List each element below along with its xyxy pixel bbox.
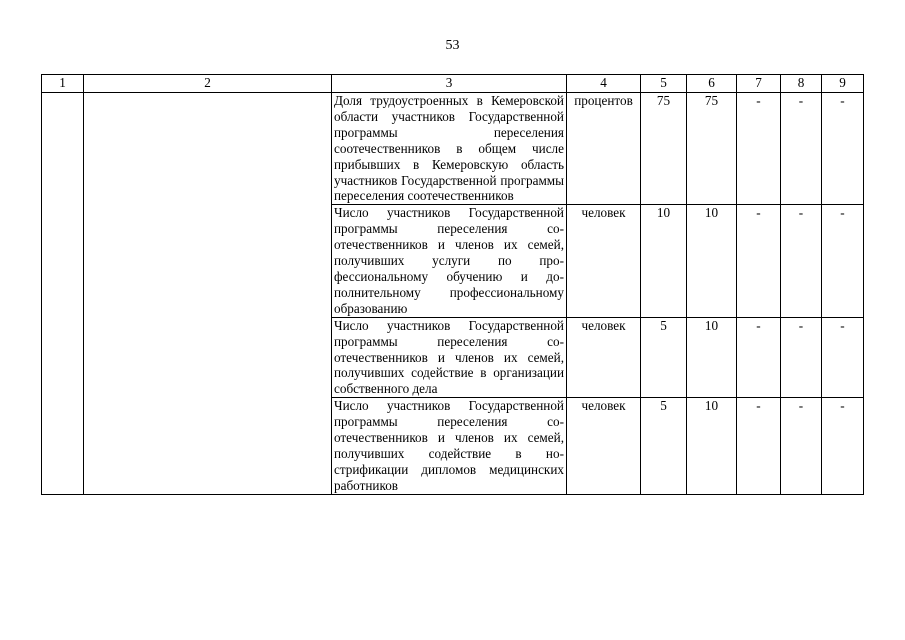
- value-cell-5: 75: [641, 93, 687, 205]
- value-cell-6: 10: [687, 317, 737, 398]
- value-cell-6: 10: [687, 205, 737, 317]
- value-cell-8: -: [781, 205, 822, 317]
- value-cell-7: -: [737, 317, 781, 398]
- column-header-1: 1: [42, 75, 84, 93]
- unit-cell: процентов: [567, 93, 641, 205]
- column-header-2: 2: [84, 75, 332, 93]
- indicator-description: Число участников Государственной программы переселения соотечественников и членов их семей, получивших содействие в нострификации дипломов медицинских работников: [332, 398, 567, 494]
- value-cell-5: 5: [641, 317, 687, 398]
- value-cell-6: 75: [687, 93, 737, 205]
- value-cell-8: -: [781, 398, 822, 494]
- unit-cell: человек: [567, 317, 641, 398]
- table-cell-col1: [42, 93, 84, 495]
- value-cell-5: 5: [641, 398, 687, 494]
- header-row: [42, 75, 864, 93]
- value-cell-7: -: [737, 398, 781, 494]
- value-cell-9: -: [822, 93, 864, 205]
- column-header-7: 7: [737, 75, 781, 93]
- value-cell-7: -: [737, 205, 781, 317]
- column-header-8: 8: [781, 75, 822, 93]
- value-cell-7: -: [737, 93, 781, 205]
- table-cell-col2: [84, 93, 332, 495]
- indicator-description: Доля трудоустроенных в Кемеровской области участников Государственной программы переселения соотечественников в общем числе прибывших в Кемеровскую область участников Государственной программы переселения соотечественников: [332, 93, 567, 205]
- page-number: 53: [445, 38, 460, 53]
- value-cell-6: 10: [687, 398, 737, 494]
- column-header-6: 6: [687, 75, 737, 93]
- indicator-description: Число участников Государственной программы переселения соотечественников и членов их семей, получивших содействие в организации собственного дела: [332, 317, 567, 398]
- value-cell-9: -: [822, 398, 864, 494]
- column-header-5: 5: [641, 75, 687, 93]
- column-header-3: 3: [332, 75, 567, 93]
- value-cell-9: -: [822, 317, 864, 398]
- unit-cell: человек: [567, 398, 641, 494]
- column-header-9: 9: [822, 75, 864, 93]
- indicators-table: [41, 74, 864, 495]
- value-cell-5: 10: [641, 205, 687, 317]
- column-header-4: 4: [567, 75, 641, 93]
- value-cell-8: -: [781, 93, 822, 205]
- table-row: [42, 93, 864, 205]
- unit-cell: человек: [567, 205, 641, 317]
- value-cell-9: -: [822, 205, 864, 317]
- indicator-description: Число участников Государственной программы переселения соотечественников и членов их семей, получивших услуги по профессиональному обучению и дополнительному профессиональному образованию: [332, 205, 567, 317]
- value-cell-8: -: [781, 317, 822, 398]
